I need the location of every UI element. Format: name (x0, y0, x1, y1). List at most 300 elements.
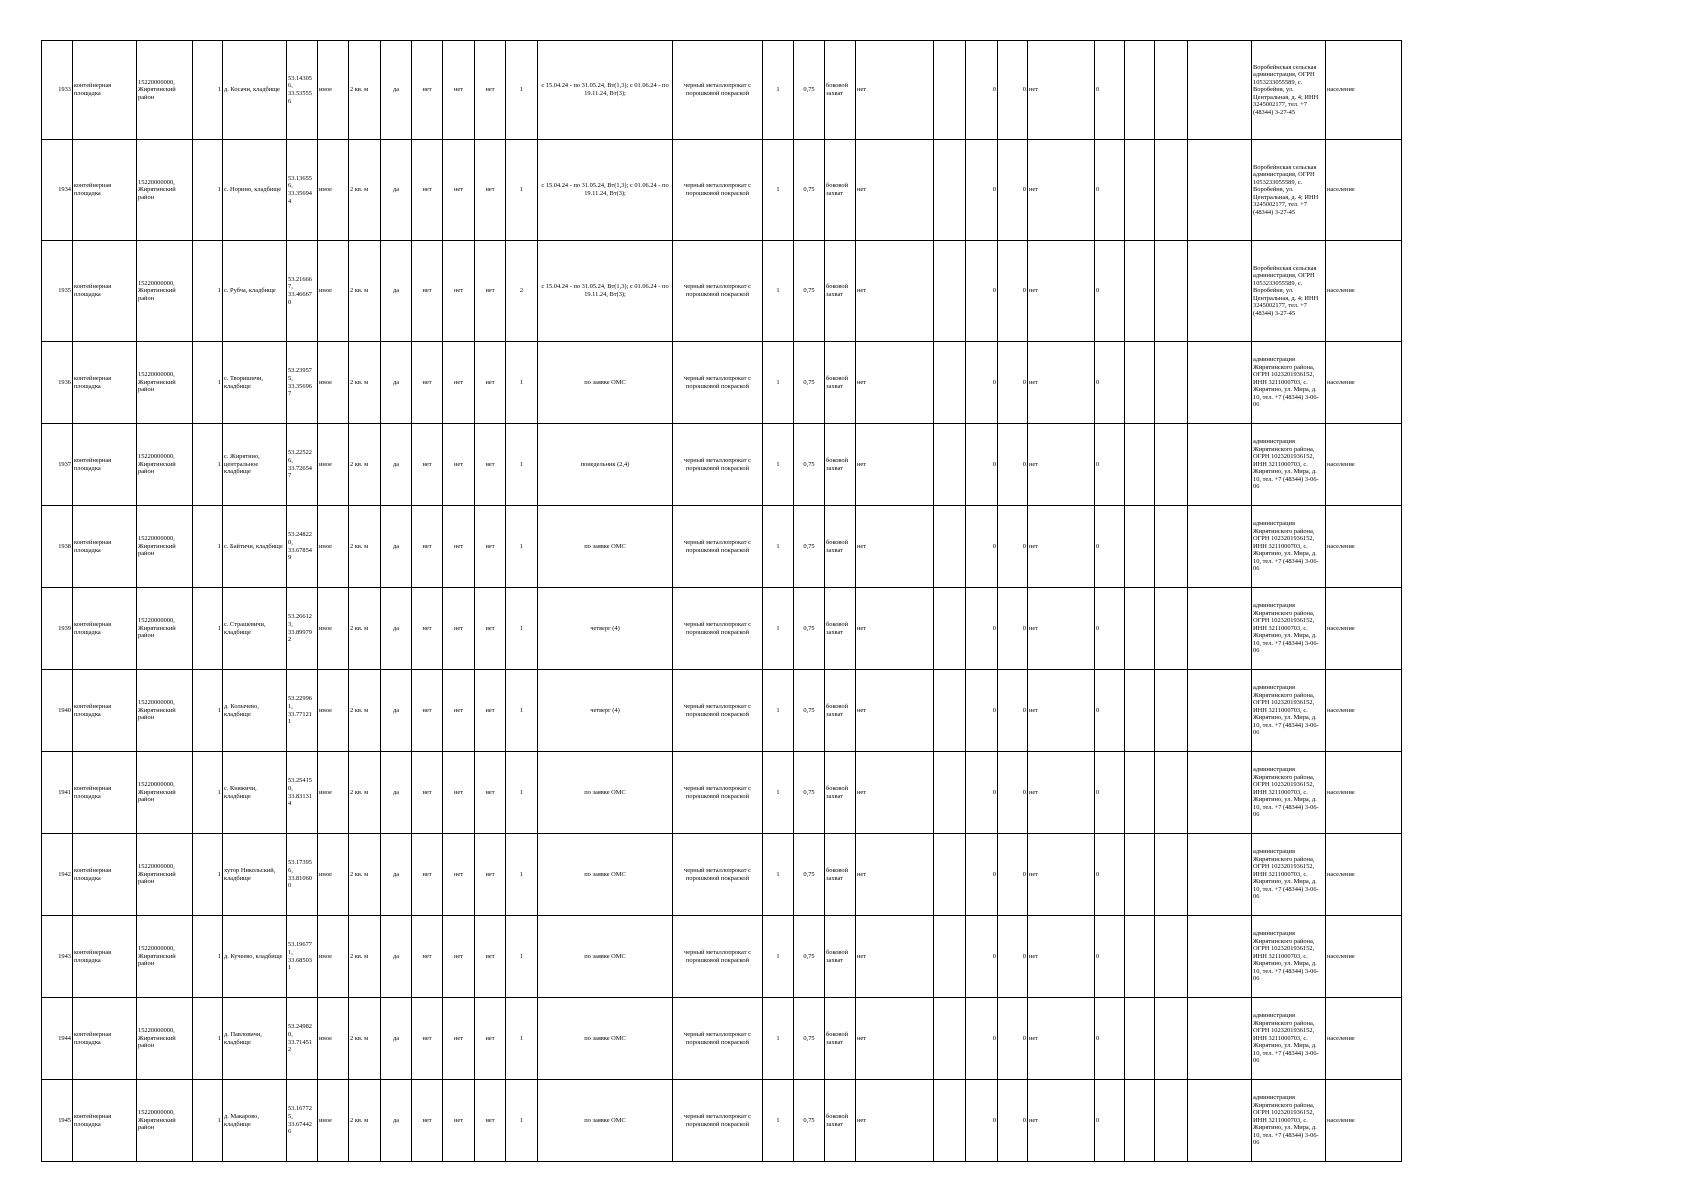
site-owner: администрация Жирятинского района, ОГРН 1023201936152, ИНН 3211000703, с. Жирятино, ул. Мира, д. 10, тел. +7 (48344) 3-06-06 (1252, 916, 1326, 998)
empty-cell (1125, 834, 1155, 916)
container-count: 1 (506, 670, 538, 752)
oktmo-district: 15220000000, Жирятинский район (137, 588, 193, 670)
fenced-flag: да (381, 241, 412, 342)
zero-value-3: 0 (1095, 424, 1125, 506)
site-location: д. Косачи, кладбище (223, 41, 287, 140)
row-number: 1937 (42, 424, 73, 506)
container-sites-table (41, 40, 1402, 1162)
container-volume: 0,75 (794, 752, 825, 834)
container-count: 1 (506, 834, 538, 916)
container-volume: 0,75 (794, 424, 825, 506)
empty-cell (934, 424, 966, 506)
flag-5: нет (856, 834, 934, 916)
oktmo-district: 15220000000, Жирятинский район (137, 41, 193, 140)
empty-cell (1155, 998, 1188, 1080)
collection-schedule: по заявке ОМС (538, 998, 673, 1080)
waste-source: население (1326, 342, 1402, 424)
flag-3: нет (443, 41, 475, 140)
row-number: 1936 (42, 342, 73, 424)
zero-value-3: 0 (1095, 1080, 1125, 1162)
site-type: контейнерная площадка (73, 834, 137, 916)
surface-type: иное (318, 998, 349, 1080)
loading-type: боковой захват (825, 998, 856, 1080)
zero-value-2: 0 (998, 588, 1028, 670)
flag-3: нет (443, 424, 475, 506)
site-area: 2 кв. м (349, 424, 381, 506)
collection-schedule: по заявке ОМС (538, 834, 673, 916)
loading-type: боковой захват (825, 41, 856, 140)
container-material: черный металлопрокат с порошковой покраской (673, 342, 763, 424)
container-count: 1 (506, 140, 538, 241)
zero-value-2: 0 (998, 670, 1028, 752)
flag-2: нет (412, 342, 443, 424)
container-qty: 1 (763, 588, 794, 670)
empty-cell (1188, 1080, 1252, 1162)
count-one: 1 (193, 41, 223, 140)
count-one: 1 (193, 916, 223, 998)
flag-3: нет (443, 670, 475, 752)
empty-cell (1155, 1080, 1188, 1162)
oktmo-district: 15220000000, Жирятинский район (137, 998, 193, 1080)
count-one: 1 (193, 998, 223, 1080)
fenced-flag: да (381, 998, 412, 1080)
flag-5: нет (856, 342, 934, 424)
fenced-flag: да (381, 506, 412, 588)
container-count: 1 (506, 506, 538, 588)
zero-value-2: 0 (998, 424, 1028, 506)
site-area: 2 кв. м (349, 506, 381, 588)
empty-cell (934, 834, 966, 916)
container-material: черный металлопрокат с порошковой покраской (673, 588, 763, 670)
empty-cell (1155, 834, 1188, 916)
waste-source: население (1326, 834, 1402, 916)
site-type: контейнерная площадка (73, 41, 137, 140)
flag-2: нет (412, 588, 443, 670)
container-volume: 0,75 (794, 670, 825, 752)
coordinates: 53.26612 3, 33.89979 2 (287, 588, 318, 670)
empty-cell (1155, 588, 1188, 670)
zero-value-2: 0 (998, 342, 1028, 424)
zero-value-1: 0 (966, 424, 998, 506)
zero-value-3: 0 (1095, 916, 1125, 998)
row-number: 1934 (42, 140, 73, 241)
fenced-flag: да (381, 834, 412, 916)
flag-4: нет (475, 1080, 506, 1162)
loading-type: боковой захват (825, 588, 856, 670)
collection-schedule: по заявке ОМС (538, 752, 673, 834)
waste-source: население (1326, 752, 1402, 834)
flag-3: нет (443, 834, 475, 916)
flag-5: нет (856, 588, 934, 670)
flag-3: нет (443, 998, 475, 1080)
flag-6: нет (1028, 342, 1095, 424)
empty-cell (1155, 916, 1188, 998)
coordinates: 53.14305 6, 33.53555 6 (287, 41, 318, 140)
coordinates: 53.16772 5, 33.67442 6 (287, 1080, 318, 1162)
container-count: 2 (506, 241, 538, 342)
site-location: с. Жирятино, центральное кладбище (223, 424, 287, 506)
site-owner: администрация Жирятинского района, ОГРН 1023201936152, ИНН 3211000703, с. Жирятино, ул. Мира, д. 10, тел. +7 (48344) 3-06-06 (1252, 998, 1326, 1080)
empty-cell (934, 588, 966, 670)
empty-cell (1125, 41, 1155, 140)
container-count: 1 (506, 588, 538, 670)
zero-value-1: 0 (966, 41, 998, 140)
zero-value-1: 0 (966, 140, 998, 241)
loading-type: боковой захват (825, 241, 856, 342)
zero-value-1: 0 (966, 588, 998, 670)
site-type: контейнерная площадка (73, 241, 137, 342)
empty-cell (1155, 752, 1188, 834)
surface-type: иное (318, 140, 349, 241)
flag-6: нет (1028, 588, 1095, 670)
waste-source: население (1326, 424, 1402, 506)
container-qty: 1 (763, 140, 794, 241)
oktmo-district: 15220000000, Жирятинский район (137, 1080, 193, 1162)
site-owner: администрация Жирятинского района, ОГРН 1023201936152, ИНН 3211000703, с. Жирятино, ул. Мира, д. 10, тел. +7 (48344) 3-06-06 (1252, 342, 1326, 424)
empty-cell (934, 506, 966, 588)
flag-2: нет (412, 834, 443, 916)
flag-5: нет (856, 424, 934, 506)
flag-6: нет (1028, 916, 1095, 998)
empty-cell (1125, 342, 1155, 424)
flag-4: нет (475, 834, 506, 916)
site-area: 2 кв. м (349, 834, 381, 916)
row-number: 1940 (42, 670, 73, 752)
empty-cell (934, 140, 966, 241)
site-type: контейнерная площадка (73, 1080, 137, 1162)
row-number: 1933 (42, 41, 73, 140)
flag-4: нет (475, 506, 506, 588)
flag-4: нет (475, 424, 506, 506)
fenced-flag: да (381, 752, 412, 834)
site-area: 2 кв. м (349, 41, 381, 140)
site-area: 2 кв. м (349, 670, 381, 752)
flag-6: нет (1028, 834, 1095, 916)
container-volume: 0,75 (794, 834, 825, 916)
empty-cell (1155, 424, 1188, 506)
table-row (42, 506, 1402, 588)
table-row (42, 588, 1402, 670)
site-owner: Воробейнская сельская администрация, ОГРН 1053233055589, с. Воробейня, ул. Центральная, д. 4; ИНН 3245002177, тел. +7 (48344) 3-27-45 (1252, 241, 1326, 342)
container-qty: 1 (763, 41, 794, 140)
empty-cell (1188, 506, 1252, 588)
table-row (42, 998, 1402, 1080)
site-type: контейнерная площадка (73, 588, 137, 670)
flag-6: нет (1028, 506, 1095, 588)
site-area: 2 кв. м (349, 140, 381, 241)
empty-cell (1155, 140, 1188, 241)
count-one: 1 (193, 752, 223, 834)
collection-schedule: по заявке ОМС (538, 1080, 673, 1162)
coordinates: 53.17395 6, 33.81060 0 (287, 834, 318, 916)
empty-cell (934, 1080, 966, 1162)
empty-cell (1155, 670, 1188, 752)
container-qty: 1 (763, 342, 794, 424)
site-area: 2 кв. м (349, 998, 381, 1080)
loading-type: боковой захват (825, 916, 856, 998)
flag-2: нет (412, 1080, 443, 1162)
count-one: 1 (193, 1080, 223, 1162)
flag-6: нет (1028, 752, 1095, 834)
coordinates: 53.21666 7, 33.46667 0 (287, 241, 318, 342)
empty-cell (1125, 424, 1155, 506)
zero-value-2: 0 (998, 998, 1028, 1080)
row-number: 1943 (42, 916, 73, 998)
coordinates: 53.22522 6, 33.72654 7 (287, 424, 318, 506)
coordinates: 53.24822 0, 33.67854 9 (287, 506, 318, 588)
waste-source: население (1326, 670, 1402, 752)
loading-type: боковой захват (825, 506, 856, 588)
container-qty: 1 (763, 916, 794, 998)
fenced-flag: да (381, 41, 412, 140)
site-location: с. Страшевичи, кладбище (223, 588, 287, 670)
flag-6: нет (1028, 998, 1095, 1080)
site-owner: администрация Жирятинского района, ОГРН 1023201936152, ИНН 3211000703, с. Жирятино, ул. Мира, д. 10, тел. +7 (48344) 3-06-06 (1252, 506, 1326, 588)
count-one: 1 (193, 342, 223, 424)
empty-cell (1125, 670, 1155, 752)
flag-2: нет (412, 424, 443, 506)
site-type: контейнерная площадка (73, 424, 137, 506)
empty-cell (1188, 41, 1252, 140)
oktmo-district: 15220000000, Жирятинский район (137, 342, 193, 424)
surface-type: иное (318, 834, 349, 916)
container-volume: 0,75 (794, 140, 825, 241)
flag-4: нет (475, 670, 506, 752)
zero-value-3: 0 (1095, 241, 1125, 342)
row-number: 1941 (42, 752, 73, 834)
flag-5: нет (856, 140, 934, 241)
container-qty: 1 (763, 670, 794, 752)
flag-3: нет (443, 588, 475, 670)
site-type: контейнерная площадка (73, 342, 137, 424)
oktmo-district: 15220000000, Жирятинский район (137, 752, 193, 834)
zero-value-1: 0 (966, 670, 998, 752)
site-location: с. Байтичи, кладбище (223, 506, 287, 588)
site-location: д. Макарово, кладбище (223, 1080, 287, 1162)
zero-value-3: 0 (1095, 342, 1125, 424)
count-one: 1 (193, 834, 223, 916)
empty-cell (1125, 752, 1155, 834)
empty-cell (1125, 241, 1155, 342)
coordinates: 53.13655 6, 33.35694 4 (287, 140, 318, 241)
collection-schedule: по заявке ОМС (538, 506, 673, 588)
flag-5: нет (856, 1080, 934, 1162)
empty-cell (1125, 1080, 1155, 1162)
table-row (42, 342, 1402, 424)
flag-3: нет (443, 1080, 475, 1162)
table-row (42, 670, 1402, 752)
empty-cell (1188, 916, 1252, 998)
flag-5: нет (856, 998, 934, 1080)
flag-4: нет (475, 140, 506, 241)
row-number: 1939 (42, 588, 73, 670)
container-volume: 0,75 (794, 506, 825, 588)
surface-type: иное (318, 241, 349, 342)
zero-value-1: 0 (966, 342, 998, 424)
oktmo-district: 15220000000, Жирятинский район (137, 506, 193, 588)
site-type: контейнерная площадка (73, 752, 137, 834)
fenced-flag: да (381, 342, 412, 424)
flag-5: нет (856, 506, 934, 588)
flag-3: нет (443, 916, 475, 998)
site-owner: администрация Жирятинского района, ОГРН 1023201936152, ИНН 3211000703, с. Жирятино, ул. Мира, д. 10, тел. +7 (48344) 3-06-06 (1252, 670, 1326, 752)
zero-value-1: 0 (966, 1080, 998, 1162)
loading-type: боковой захват (825, 834, 856, 916)
count-one: 1 (193, 506, 223, 588)
flag-3: нет (443, 752, 475, 834)
container-material: черный металлопрокат с порошковой покраской (673, 752, 763, 834)
container-count: 1 (506, 342, 538, 424)
zero-value-2: 0 (998, 241, 1028, 342)
flag-2: нет (412, 670, 443, 752)
flag-2: нет (412, 140, 443, 241)
zero-value-3: 0 (1095, 506, 1125, 588)
zero-value-2: 0 (998, 140, 1028, 241)
count-one: 1 (193, 588, 223, 670)
site-owner: администрация Жирятинского района, ОГРН 1023201936152, ИНН 3211000703, с. Жирятино, ул. Мира, д. 10, тел. +7 (48344) 3-06-06 (1252, 588, 1326, 670)
container-volume: 0,75 (794, 1080, 825, 1162)
site-location: д. Колычево, кладбище (223, 670, 287, 752)
empty-cell (1188, 752, 1252, 834)
surface-type: иное (318, 506, 349, 588)
site-area: 2 кв. м (349, 752, 381, 834)
site-owner: администрация Жирятинского района, ОГРН 1023201936152, ИНН 3211000703, с. Жирятино, ул. Мира, д. 10, тел. +7 (48344) 3-06-06 (1252, 1080, 1326, 1162)
flag-2: нет (412, 998, 443, 1080)
flag-6: нет (1028, 41, 1095, 140)
container-volume: 0,75 (794, 342, 825, 424)
collection-schedule: с 15.04.24 - по 31.05.24, Вт(1,3); с 01.06.24 - по 19.11.24, Вт(3); (538, 41, 673, 140)
fenced-flag: да (381, 1080, 412, 1162)
site-area: 2 кв. м (349, 588, 381, 670)
oktmo-district: 15220000000, Жирятинский район (137, 834, 193, 916)
container-material: черный металлопрокат с порошковой покраской (673, 41, 763, 140)
flag-6: нет (1028, 241, 1095, 342)
empty-cell (934, 670, 966, 752)
site-area: 2 кв. м (349, 916, 381, 998)
flag-3: нет (443, 140, 475, 241)
table-row (42, 1080, 1402, 1162)
site-owner: администрация Жирятинского района, ОГРН 1023201936152, ИНН 3211000703, с. Жирятино, ул. Мира, д. 10, тел. +7 (48344) 3-06-06 (1252, 424, 1326, 506)
site-area: 2 кв. м (349, 241, 381, 342)
zero-value-2: 0 (998, 834, 1028, 916)
collection-schedule: понедельник (2,4) (538, 424, 673, 506)
surface-type: иное (318, 588, 349, 670)
zero-value-3: 0 (1095, 752, 1125, 834)
coordinates: 53.22996 1, 33.77121 1 (287, 670, 318, 752)
site-type: контейнерная площадка (73, 998, 137, 1080)
coordinates: 53.25415 0, 33.83131 4 (287, 752, 318, 834)
empty-cell (1188, 241, 1252, 342)
container-material: черный металлопрокат с порошковой покраской (673, 506, 763, 588)
fenced-flag: да (381, 424, 412, 506)
flag-3: нет (443, 241, 475, 342)
zero-value-2: 0 (998, 506, 1028, 588)
container-material: черный металлопрокат с порошковой покраской (673, 1080, 763, 1162)
flag-3: нет (443, 506, 475, 588)
empty-cell (934, 241, 966, 342)
loading-type: боковой захват (825, 670, 856, 752)
flag-5: нет (856, 752, 934, 834)
loading-type: боковой захват (825, 140, 856, 241)
row-number: 1938 (42, 506, 73, 588)
count-one: 1 (193, 140, 223, 241)
fenced-flag: да (381, 588, 412, 670)
empty-cell (934, 41, 966, 140)
container-count: 1 (506, 1080, 538, 1162)
site-type: контейнерная площадка (73, 506, 137, 588)
container-material: черный металлопрокат с порошковой покраской (673, 241, 763, 342)
waste-source: население (1326, 588, 1402, 670)
coordinates: 53.23957 5, 33.35696 7 (287, 342, 318, 424)
zero-value-1: 0 (966, 834, 998, 916)
container-material: черный металлопрокат с порошковой покраской (673, 140, 763, 241)
waste-source: население (1326, 140, 1402, 241)
site-location: с. Княжичи, кладбище (223, 752, 287, 834)
empty-cell (1125, 506, 1155, 588)
container-count: 1 (506, 916, 538, 998)
zero-value-2: 0 (998, 916, 1028, 998)
surface-type: иное (318, 41, 349, 140)
container-count: 1 (506, 752, 538, 834)
row-number: 1935 (42, 241, 73, 342)
table-row (42, 140, 1402, 241)
flag-5: нет (856, 670, 934, 752)
container-material: черный металлопрокат с порошковой покраской (673, 916, 763, 998)
loading-type: боковой захват (825, 342, 856, 424)
waste-source: население (1326, 916, 1402, 998)
empty-cell (1188, 424, 1252, 506)
site-location: хутор Никольский, кладбище (223, 834, 287, 916)
container-qty: 1 (763, 506, 794, 588)
surface-type: иное (318, 1080, 349, 1162)
zero-value-3: 0 (1095, 834, 1125, 916)
surface-type: иное (318, 916, 349, 998)
empty-cell (1188, 140, 1252, 241)
flag-5: нет (856, 916, 934, 998)
container-count: 1 (506, 41, 538, 140)
site-owner: Воробейнская сельская администрация, ОГРН 1053233055589, с. Воробейня, ул. Центральная, д. 4; ИНН 3245002177, тел. +7 (48344) 3-27-45 (1252, 41, 1326, 140)
flag-6: нет (1028, 670, 1095, 752)
registry-sheet (41, 40, 1402, 1162)
container-volume: 0,75 (794, 588, 825, 670)
empty-cell (1125, 916, 1155, 998)
container-material: черный металлопрокат с порошковой покраской (673, 834, 763, 916)
flag-2: нет (412, 506, 443, 588)
coordinates: 53.19677 1, 33.68503 1 (287, 916, 318, 998)
site-owner: администрация Жирятинского района, ОГРН 1023201936152, ИНН 3211000703, с. Жирятино, ул. Мира, д. 10, тел. +7 (48344) 3-06-06 (1252, 752, 1326, 834)
empty-cell (1125, 588, 1155, 670)
site-location: с. Рубча, кладбище (223, 241, 287, 342)
zero-value-3: 0 (1095, 998, 1125, 1080)
count-one: 1 (193, 241, 223, 342)
waste-source: население (1326, 1080, 1402, 1162)
table-body (42, 41, 1402, 1162)
table-row (42, 41, 1402, 140)
container-qty: 1 (763, 752, 794, 834)
flag-6: нет (1028, 424, 1095, 506)
flag-4: нет (475, 41, 506, 140)
flag-4: нет (475, 342, 506, 424)
oktmo-district: 15220000000, Жирятинский район (137, 241, 193, 342)
site-type: контейнерная площадка (73, 140, 137, 241)
coordinates: 53.24982 0, 33.71451 2 (287, 998, 318, 1080)
empty-cell (1188, 588, 1252, 670)
table-row (42, 241, 1402, 342)
flag-3: нет (443, 342, 475, 424)
empty-cell (934, 752, 966, 834)
site-location: д. Павловичи, кладбище (223, 998, 287, 1080)
zero-value-2: 0 (998, 41, 1028, 140)
